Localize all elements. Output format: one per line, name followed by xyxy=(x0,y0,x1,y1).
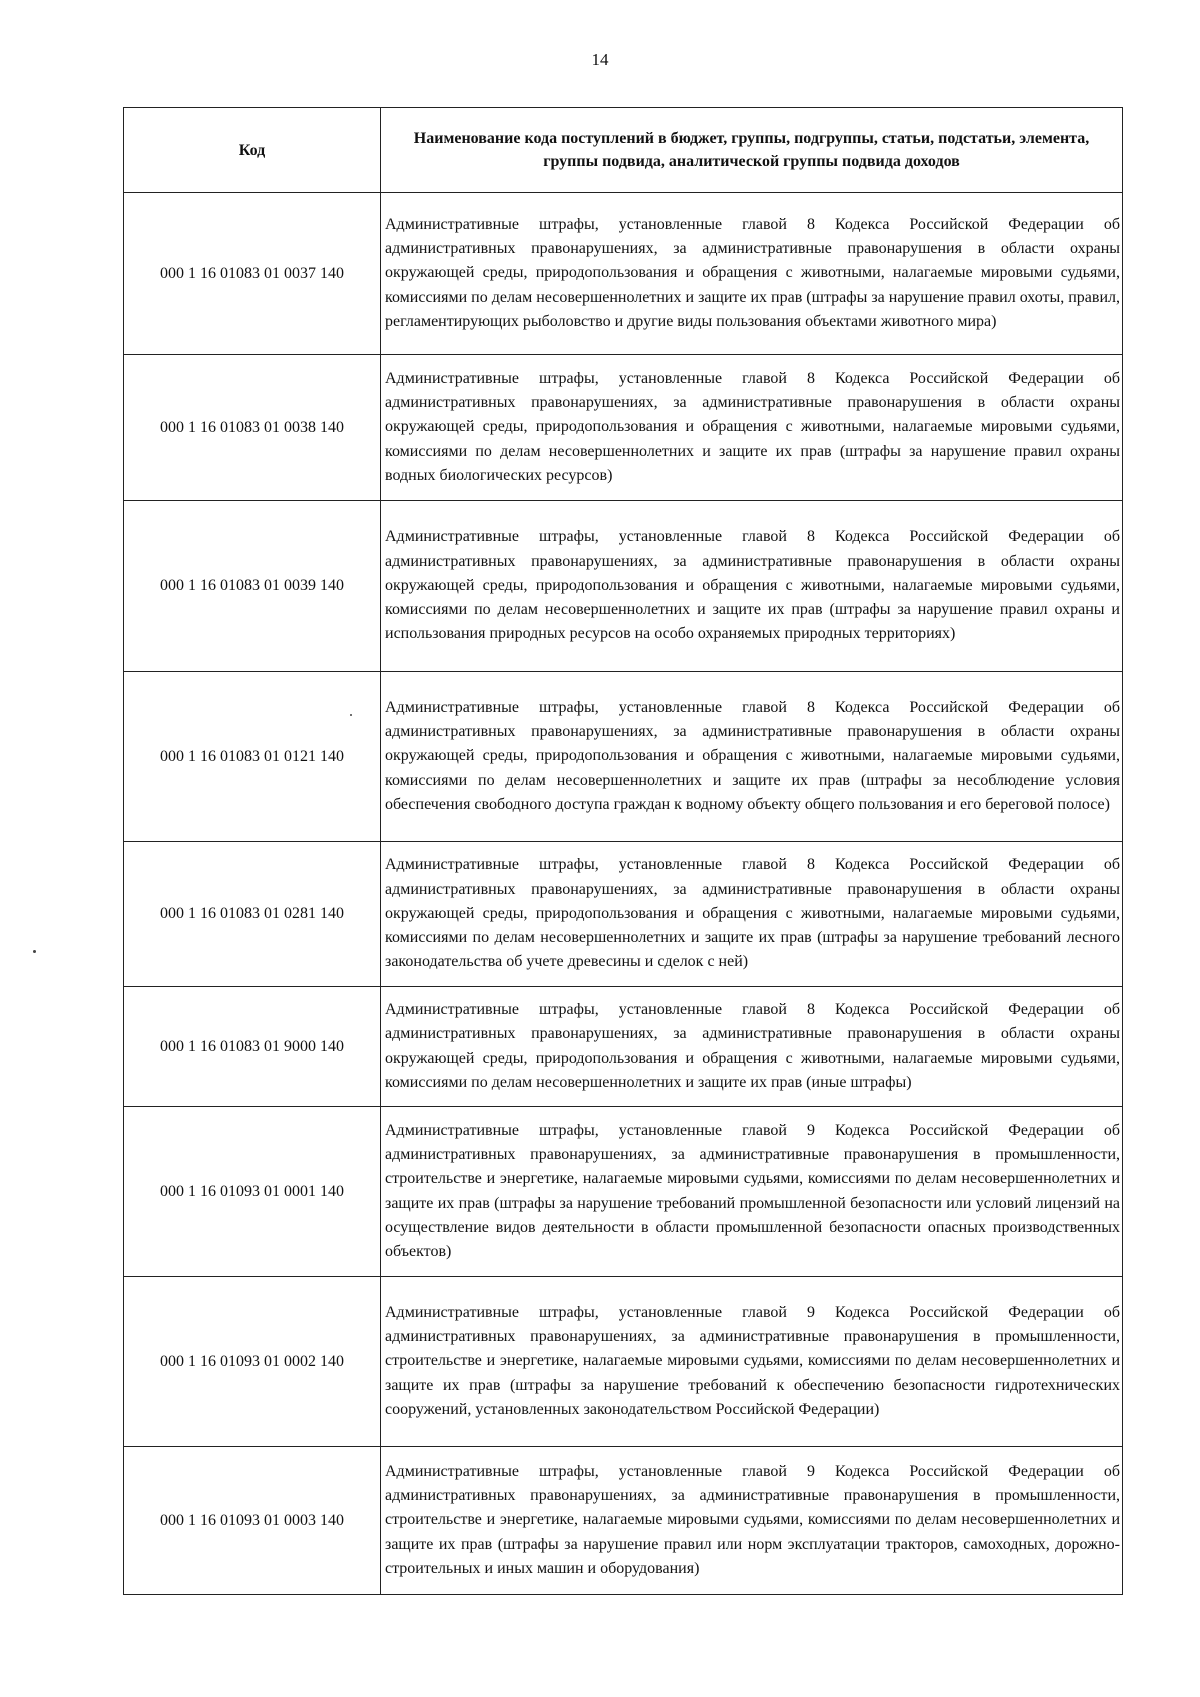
budget-codes-table xyxy=(123,107,1123,1595)
scan-speck xyxy=(350,714,352,716)
row-description: Административные штрафы, установленные главой 8 Кодекса Российской Федерации об административных правонарушениях, за административные правонарушения в области охраны окружающей среды, природопользования и обращения с животными, налагаемые мировыми судьями, комиссиями по делам несовершеннолетних и защите их прав (штрафы за нарушение правил охраны водных биологических ресурсов) xyxy=(381,355,1123,501)
table-row xyxy=(124,987,1123,1107)
row-description: Административные штрафы, установленные главой 8 Кодекса Российской Федерации об административных правонарушениях, за административные правонарушения в области охраны окружающей среды, природопользования и обращения с животными, налагаемые мировыми судьями, комиссиями по делам несовершеннолетних и защите их прав (иные штрафы) xyxy=(381,987,1123,1107)
row-code: 000 1 16 01083 01 0281 140 xyxy=(124,842,381,987)
row-code: 000 1 16 01083 01 0039 140 xyxy=(124,501,381,672)
row-code: 000 1 16 01083 01 0038 140 xyxy=(124,355,381,501)
table-row xyxy=(124,672,1123,842)
table-row xyxy=(124,1447,1123,1595)
scan-speck xyxy=(33,950,36,953)
row-description: Административные штрафы, установленные главой 9 Кодекса Российской Федерации об административных правонарушениях, за административные правонарушения в промышленности, строительстве и энергетике, налагаемые мировыми судьями, комиссиями по делам несовершеннолетних и защите их прав (штрафы за нарушение правил или норм эксплуатации тракторов, самоходных, дорожно-строительных и иных машин и оборудования) xyxy=(381,1447,1123,1595)
row-description: Административные штрафы, установленные главой 9 Кодекса Российской Федерации об административных правонарушениях, за административные правонарушения в промышленности, строительстве и энергетике, налагаемые мировыми судьями, комиссиями по делам несовершеннолетних и защите их прав (штрафы за нарушение требований промышленной безопасности или условий лицензий на осуществление видов деятельности в области промышленной безопасности опасных производственных объектов) xyxy=(381,1107,1123,1277)
table-header-row xyxy=(124,108,1123,193)
row-description: Административные штрафы, установленные главой 8 Кодекса Российской Федерации об административных правонарушениях, за административные правонарушения в области охраны окружающей среды, природопользования и обращения с животными, налагаемые мировыми судьями, комиссиями по делам несовершеннолетних и защите их прав (штрафы за нарушение требований лесного законодательства об учете древесины и сделок с ней) xyxy=(381,842,1123,987)
table-row xyxy=(124,355,1123,501)
row-description: Административные штрафы, установленные главой 9 Кодекса Российской Федерации об административных правонарушениях, за административные правонарушения в промышленности, строительстве и энергетике, налагаемые мировыми судьями, комиссиями по делам несовершеннолетних и защите их прав (штрафы за нарушение требований к обеспечению безопасности гидротехнических сооружений, установленных законодательством Российской Федерации) xyxy=(381,1277,1123,1447)
page-number: 14 xyxy=(591,50,609,69)
row-code: 000 1 16 01093 01 0003 140 xyxy=(124,1447,381,1595)
table-row xyxy=(124,842,1123,987)
row-description: Административные штрафы, установленные главой 8 Кодекса Российской Федерации об административных правонарушениях, за административные правонарушения в области охраны окружающей среды, природопользования и обращения с животными, налагаемые мировыми судьями, комиссиями по делам несовершеннолетних и защите их прав (штрафы за несоблюдение условия обеспечения свободного доступа граждан к водному объекту общего пользования и его береговой полосе) xyxy=(381,672,1123,842)
row-code: 000 1 16 01083 01 9000 140 xyxy=(124,987,381,1107)
table-row xyxy=(124,501,1123,672)
row-code: 000 1 16 01083 01 0037 140 xyxy=(124,193,381,355)
header-name: Наименование кода поступлений в бюджет, группы, подгруппы, статьи, подстатьи, элемента, группы подвида, аналитической группы подвида доходов xyxy=(381,108,1123,193)
row-code: 000 1 16 01093 01 0002 140 xyxy=(124,1277,381,1447)
row-code: 000 1 16 01093 01 0001 140 xyxy=(124,1107,381,1277)
table-row xyxy=(124,1107,1123,1277)
row-code: 000 1 16 01083 01 0121 140 xyxy=(124,672,381,842)
row-description: Административные штрафы, установленные главой 8 Кодекса Российской Федерации об административных правонарушениях, за административные правонарушения в области охраны окружающей среды, природопользования и обращения с животными, налагаемые мировыми судьями, комиссиями по делам несовершеннолетних и защите их прав (штрафы за нарушение правил охоты, правил, регламентирующих рыболовство и другие виды пользования объектами животного мира) xyxy=(381,193,1123,355)
header-code: Код xyxy=(124,108,381,193)
row-description: Административные штрафы, установленные главой 8 Кодекса Российской Федерации об административных правонарушениях, за административные правонарушения в области охраны окружающей среды, природопользования и обращения с животными, налагаемые мировыми судьями, комиссиями по делам несовершеннолетних и защите их прав (штрафы за нарушение правил охраны и использования природных ресурсов на особо охраняемых природных территориях) xyxy=(381,501,1123,672)
table-row xyxy=(124,1277,1123,1447)
table-row xyxy=(124,193,1123,355)
